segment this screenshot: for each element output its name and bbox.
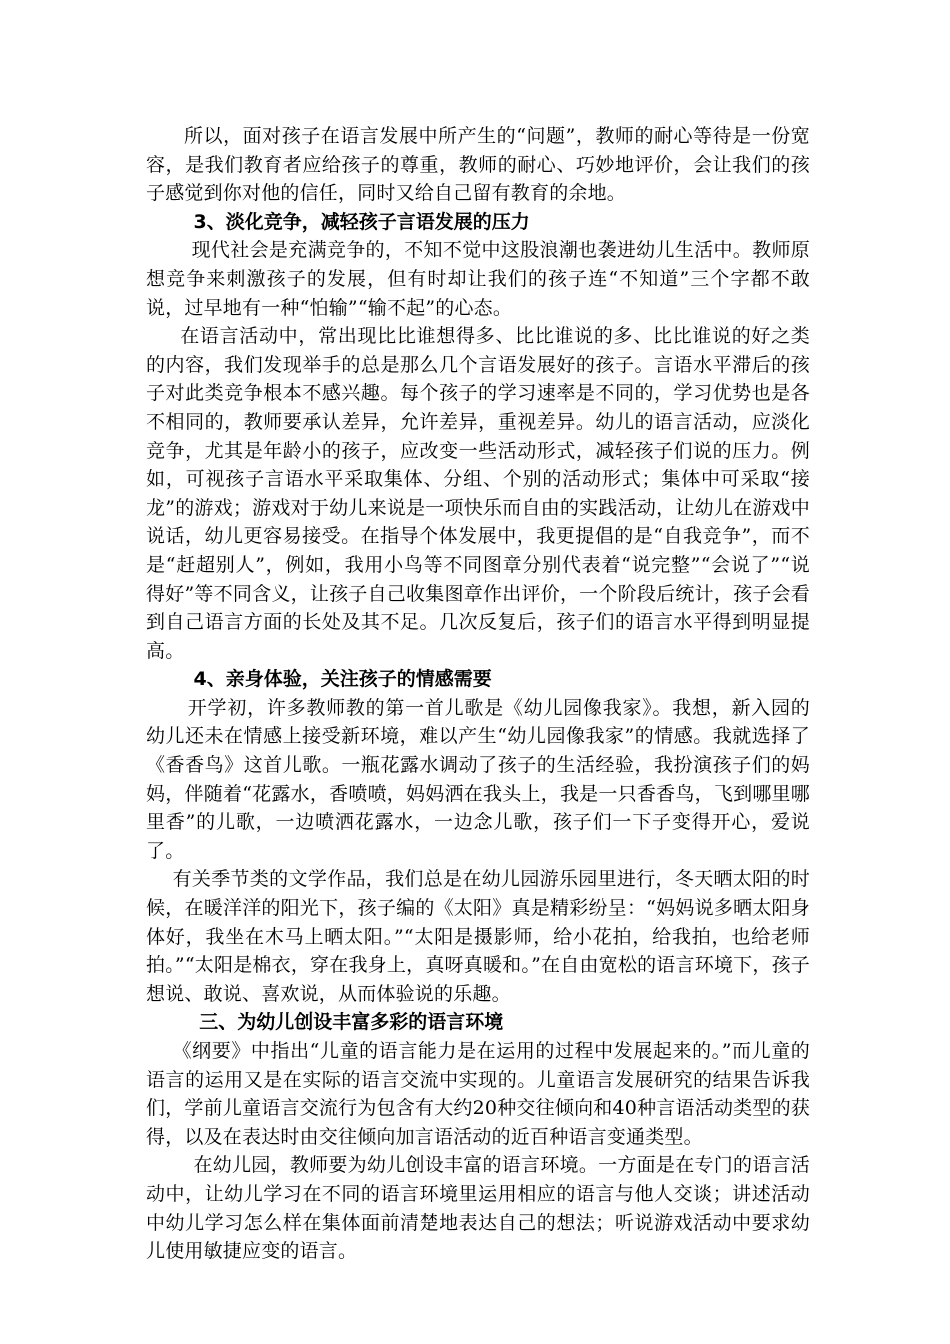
paragraph-guidelines: 《纲要》中指出“儿童的语言能力是在运用的过程中发展起来的。”而儿童的语言的运用又是在实际的语言交流中实现的。儿童语言发展研究的结果告诉我们，学前儿童语言交流行为包含有大约20种交往倾向和40种言语活动类型的获得，以及在表达时由交往倾向加言语活动的近百种语言变通类型。 bbox=[146, 1040, 810, 1148]
heading-reduce-competition: 3、淡化竞争，减轻孩子言语发展的压力 bbox=[193, 210, 530, 233]
paragraph-nursery-rhyme: 开学初，许多教师教的第一首儿歌是《幼儿园像我家》。我想，新入园的幼儿还未在情感上接受新环境，难以产生“幼儿园像我家”的情感。我就选择了《香香鸟》这首儿歌。一瓶花露水调动了孩子的生活经验，我扮演孩子们的妈妈，伴随着“花露水，香喷喷，妈妈洒在我头上，我是一只香香鸟，飞到哪里哪里香”的儿歌，一边喷洒花露水，一边念儿歌，孩子们一下子变得开心，爱说了。 bbox=[146, 696, 810, 862]
heading-language-environment: 三、为幼儿创设丰富多彩的语言环境 bbox=[199, 1011, 504, 1034]
paragraph-seasonal-works: 有关季节类的文学作品，我们总是在幼儿园游乐园里进行，冬天晒太阳的时候，在暖洋洋的阳光下，孩子编的《太阳》真是精彩纷呈：“妈妈说多晒太阳身体好，我坐在木马上晒太阳。”“太阳是摄影师，给小花拍，给我拍，也给老师拍。”“太阳是棉衣，穿在我身上，真呀真暖和。”在自由宽松的语言环境下，孩子想说、敢说、喜欢说，从而体验说的乐趣。 bbox=[146, 868, 810, 1005]
paragraph-competitive-society: 现代社会是充满竞争的，不知不觉中这股浪潮也袭进幼儿生活中。教师原想竞争来刺激孩子的发展，但有时却让我们的孩子连“不知道”三个字都不敢说，过早地有一种“怕输”“输不起”的心态。 bbox=[146, 239, 810, 319]
paragraph-kindergarten-environment: 在幼儿园，教师要为幼儿创设丰富的语言环境。一方面是在专门的语言活动中，让幼儿学习在不同的语言环境里运用相应的语言与他人交谈；讲述活动中幼儿学习怎么样在集体面前清楚地表达自己的想法；听说游戏活动中要求幼儿使用敏捷应变的语言。 bbox=[146, 1154, 810, 1263]
paragraph-patience: 所以，面对孩子在语言发展中所产生的“问题”，教师的耐心等待是一份宽容，是我们教育者应给孩子的尊重，教师的耐心、巧妙地评价，会让我们的孩子感觉到你对他的信任，同时又给自己留有教育的余地。 bbox=[146, 125, 810, 205]
heading-emotional-needs: 4、亲身体验，关注孩子的情感需要 bbox=[193, 668, 492, 691]
document-page bbox=[146, 122, 810, 1266]
paragraph-language-activities: 在语言活动中，常出现比比谁想得多、比比谁说的多、比比谁说的好之类的内容，我们发现举手的总是那么几个言语发展好的孩子。言语水平滞后的孩子对此类竞争根本不感兴趣。每个孩子的学习速率是不同的，学习优势也是各不相同的，教师要承认差异，允许差异，重视差异。幼儿的语言活动，应淡化竞争，尤其是年龄小的孩子，应改变一些活动形式，减轻孩子们说的压力。例如，可视孩子言语水平采取集体、分组、个别的活动形式；集体中可采取“接龙”的游戏；游戏对于幼儿来说是一项快乐而自由的实践活动，让幼儿在游戏中说话，幼儿更容易接受。在指导个体发展中，我更提倡的是“自我竞争”，而不是“赶超别人”，例如，我用小鸟等不同图章分别代表着“说完整”“会说了”“说得好”等不同含义，让孩子自己收集图章作出评价，一个阶段后统计，孩子会看到自己语言方面的长处及其不足。几次反复后，孩子们的语言水平得到明显提高。 bbox=[146, 325, 810, 662]
